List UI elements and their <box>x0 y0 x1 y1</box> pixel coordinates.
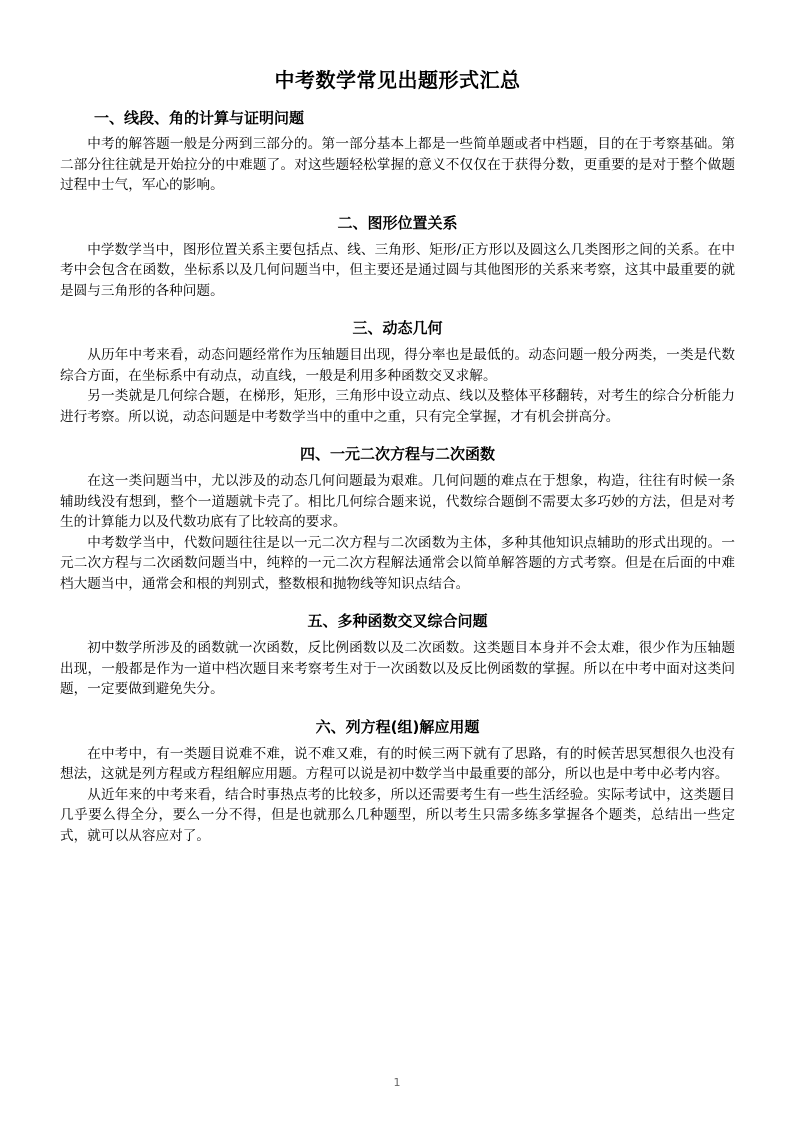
section-function-combination <box>60 610 735 700</box>
section-quadratic <box>60 443 735 594</box>
paragraph: 在这一类问题当中，尤以涉及的动态几何问题最为艰难。几何问题的难点在于想象，构造，往往有时候一条辅助线没有想到，整个一道题就卡壳了。相比几何综合题来说，代数综合题倒不需要太多巧妙的方法，但是对考生的计算能力以及代数功底有了比较高的要求。 <box>60 473 735 530</box>
document-page <box>60 66 735 846</box>
section-heading: 六、列方程(组)解应用题 <box>315 717 480 736</box>
section-heading: 二、图形位置关系 <box>337 213 458 232</box>
paragraph: 从近年来的中考来看，结合时事热点考的比较多，所以还需要考生有一些生活经验。实际考试中，这类题目几乎要么得全分，要么一分不得，但是也就那么几种题型，所以考生只需多练多掌握各个题类，总结出一些定式，就可以从容应对了。 <box>60 786 735 844</box>
paragraph: 另一类就是几何综合题，在梯形，矩形，三角形中设立动点、线以及整体平移翻转，对考生的综合分析能力进行考察。所以说，动态问题是中考数学当中的重中之重，只有完全掌握，才有机会拼高分。 <box>60 388 735 425</box>
section-figure-position <box>60 212 735 302</box>
paragraph: 中考的解答题一般是分两到三部分的。第一部分基本上都是一些简单题或者中档题，目的在于考察基础。第二部分往往就是开始拉分的中难题了。对这些题轻松掌握的意义不仅仅在于获得分数，更重要的是对于整个做题过程中士气，军心的影响。 <box>60 136 735 193</box>
page-number: 1 <box>393 1076 401 1089</box>
paragraph: 中学数学当中，图形位置关系主要包括点、线、三角形、矩形/正方形以及圆这么几类图形之间的关系。在中考中会包含在函数，坐标系以及几何问题当中，但主要还是通过圆与其他图形的关系来考察，这其中最重要的就是圆与三角形的各种问题。 <box>60 241 735 299</box>
section-heading: 一、线段、角的计算与证明问题 <box>94 109 305 127</box>
page-title: 中考数学常见出题形式汇总 <box>274 68 521 92</box>
paragraph: 初中数学所涉及的函数就一次函数，反比例函数以及二次函数。这类题目本身并不会太难，很少作为压轴题出现，一般都是作为一道中档次题目来考察考生对于一次函数以及反比例函数的掌握。所以在中考中面对这类问题，一定要做到避免失分。 <box>60 640 735 697</box>
paragraph: 中考数学当中，代数问题往往是以一元二次方程与二次函数为主体，多种其他知识点辅助的形式出现的。一元二次方程与二次函数问题当中，纯粹的一元二次方程解法通常会以简单解答题的方式考察。但是在后面的中难档大题当中，通常会和根的判别式，整数根和抛物线等知识点结合。 <box>60 534 735 592</box>
section-heading: 三、动态几何 <box>352 319 443 337</box>
section-heading: 四、一元二次方程与二次函数 <box>299 445 495 463</box>
section-dynamic-geometry <box>60 317 735 427</box>
section-word-problems <box>60 716 735 847</box>
paragraph: 从历年中考来看，动态问题经常作为压轴题目出现，得分率也是最低的。动态问题一般分两类，一类是代数综合方面，在坐标系中有动点，动直线，一般是利用多种函数交叉求解。 <box>60 347 735 384</box>
paragraph: 在中考中，有一类题目说难不难，说不难又难，有的时候三两下就有了思路，有的时候苦思冥想很久也没有想法，这就是列方程或方程组解应用题。方程可以说是初中数学当中最重要的部分，所以也是中考中必考内容。 <box>60 745 735 782</box>
section-line-angle <box>60 107 735 196</box>
section-heading: 五、多种函数交叉综合问题 <box>307 612 488 630</box>
